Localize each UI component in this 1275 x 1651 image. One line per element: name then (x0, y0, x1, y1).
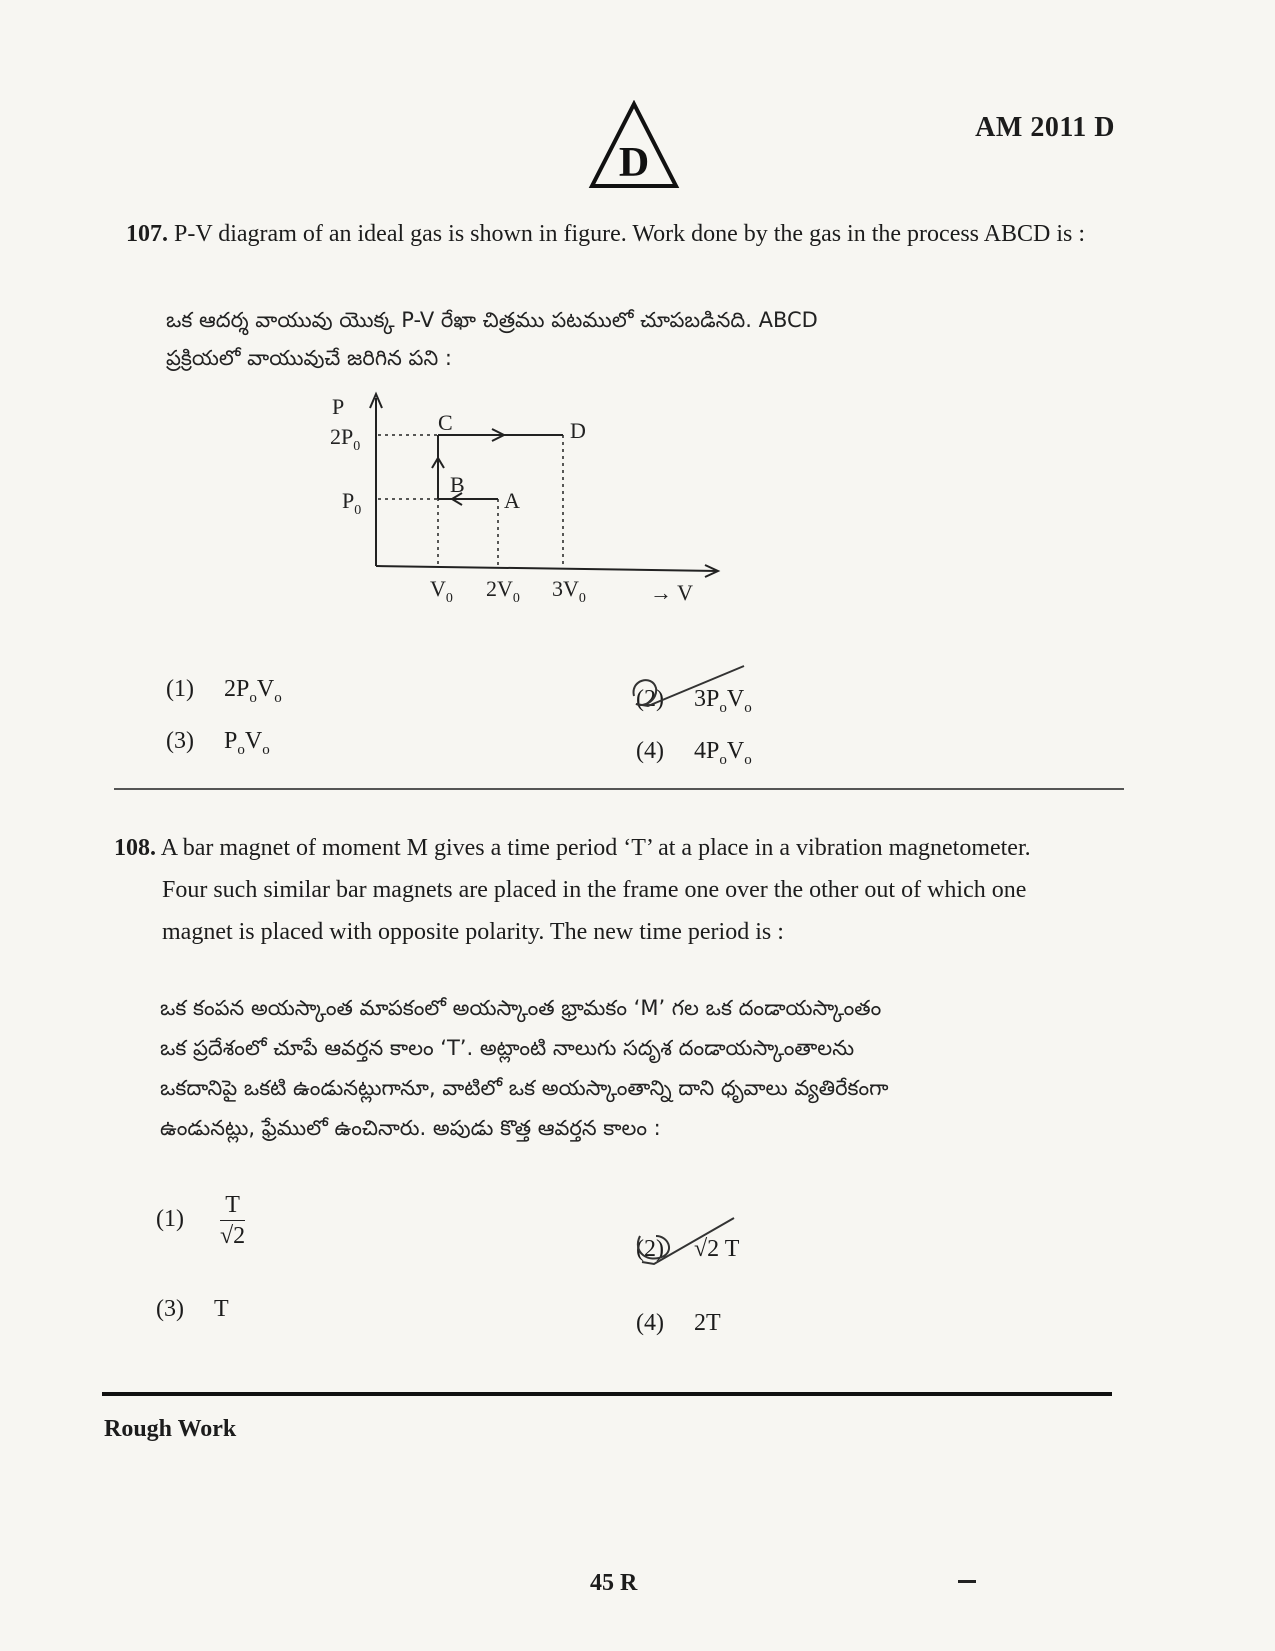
option-text: 2T (694, 1310, 721, 1336)
q108-telugu-line1: ఒక కంపన అయస్కాంత మాపకంలో అయస్కాంత భ్రామకం ‘M’ గల ఒక దండాయస్కాంతం (160, 996, 882, 1020)
q107-english-text: P-V diagram of an ideal gas is shown in figure. Work done by the gas in the process ABCD is : (174, 221, 1086, 247)
option-sub2: o (744, 699, 752, 716)
q108-english-line1 (114, 828, 1124, 868)
q107-option-1[interactable] (166, 676, 282, 707)
option-number: (2) (636, 686, 664, 712)
q108-telugu-line3: ఒకదానిపై ఒకటి ఉండునట్లుగానూ, వాటిలో ఒక అయస్కాంతాన్ని దాని ధృవాలు వ్యతిరేకంగా (160, 1076, 889, 1100)
q107-answer-tick-mark (626, 660, 756, 720)
option-number: (4) (636, 1310, 664, 1336)
q108-english-line3: magnet is placed with opposite polarity. The new time period is : (162, 919, 784, 945)
option-sub2: o (744, 751, 752, 768)
page-number: 45 R (590, 1570, 638, 1596)
option-text: 4P (694, 738, 720, 764)
q108-number: 108. (114, 835, 156, 861)
q107-telugu-line1: ఒక ఆదర్శ వాయువు యొక్క P-V రేఖా చిత్రము పటములో చూపబడినది. ABCD (166, 308, 818, 332)
tick-v-text: V (430, 576, 446, 601)
question-divider (114, 788, 1124, 790)
tick-3v (552, 576, 586, 606)
point-d: D (570, 418, 586, 443)
option-number: (1) (156, 1206, 184, 1233)
q108-answer-tick-mark (628, 1212, 758, 1272)
option-number: (1) (166, 676, 194, 702)
p-axis-label: P (332, 394, 345, 419)
tick-2p-sub: 0 (353, 439, 361, 454)
option-text: T (214, 1296, 229, 1322)
option-text2: V (244, 728, 263, 754)
option-text2: V (726, 686, 745, 712)
q108-option-1[interactable] (156, 1190, 245, 1251)
tick-v (430, 576, 453, 606)
point-b: B (450, 472, 465, 497)
option-number: (3) (156, 1296, 184, 1322)
tick-2v (486, 576, 520, 606)
tick-p-text: P (342, 488, 355, 513)
option-text: 2P (224, 676, 250, 702)
option-number: (3) (166, 728, 194, 754)
rough-work-label: Rough Work (104, 1416, 237, 1442)
q108-line1-text: A bar magnet of moment M gives a time period ‘T’ at a place in a vibration magnetometer. (160, 835, 1031, 861)
tick-2p-text: 2P (330, 424, 354, 449)
page-dash (958, 1580, 976, 1583)
option-text: P (224, 728, 238, 754)
fraction-numerator: T (220, 1190, 245, 1221)
option-number: (2) (636, 1236, 664, 1262)
option-text: √2 T (694, 1236, 740, 1262)
point-c: C (438, 410, 453, 435)
q107-english (126, 214, 1126, 254)
fraction-denominator: √2 (220, 1223, 246, 1249)
option-text2: V (726, 738, 745, 764)
q108-telugu-line4: ఉండునట్లు, ఫ్రేములో ఉంచినారు. అపుడు కొత్త ఆవర్తన కాలం : (160, 1116, 661, 1140)
q108-option-4[interactable] (636, 1310, 721, 1337)
tick-3v-text: 3V (552, 576, 579, 601)
option-number: (4) (636, 738, 664, 764)
v-axis-text: V (677, 580, 693, 605)
q107-telugu-line2: ప్రక్రియలో వాయువుచే జరిగిన పని : (166, 346, 452, 370)
tick-3v-sub: 0 (578, 591, 586, 606)
q108-option-3[interactable] (156, 1296, 229, 1323)
tick-p-sub: 0 (354, 503, 362, 518)
option-sub: o (237, 741, 245, 758)
option-sub2: o (262, 741, 270, 758)
v-axis-label: → V (650, 580, 693, 605)
paper-code: AM 2011 D (975, 112, 1115, 143)
tick-2p (330, 424, 360, 454)
option-sub: o (719, 699, 727, 716)
q108-english-line2: Four such similar bar magnets are placed in the frame one over the other out of which one (162, 877, 1027, 903)
tick-p (342, 488, 361, 518)
v-axis-line (376, 566, 718, 571)
option-text2: V (256, 676, 275, 702)
tick-v-sub: 0 (445, 591, 453, 606)
tick-2v-text: 2V (486, 576, 513, 601)
q107-option-3[interactable] (166, 728, 270, 759)
q108-telugu-line2: ఒక ప్రదేశంలో చూపే ఆవర్తన కాలం ‘T’. అట్లాంటి నాలుగు సదృశ దండాయస్కాంతాలను (160, 1036, 855, 1060)
pv-diagram (320, 388, 740, 623)
option-sub2: o (274, 689, 282, 706)
tick-2v-sub: 0 (512, 591, 520, 606)
q107-option-4[interactable] (636, 738, 752, 769)
fraction (220, 1190, 245, 1251)
point-a: A (504, 488, 520, 513)
option-sub: o (249, 689, 257, 706)
option-sub: o (719, 751, 727, 768)
series-letter: D (618, 140, 650, 186)
series-triangle-logo (588, 100, 680, 192)
rough-work-divider (102, 1392, 1112, 1396)
q107-number: 107. (126, 221, 168, 247)
option-text: 3P (694, 686, 720, 712)
